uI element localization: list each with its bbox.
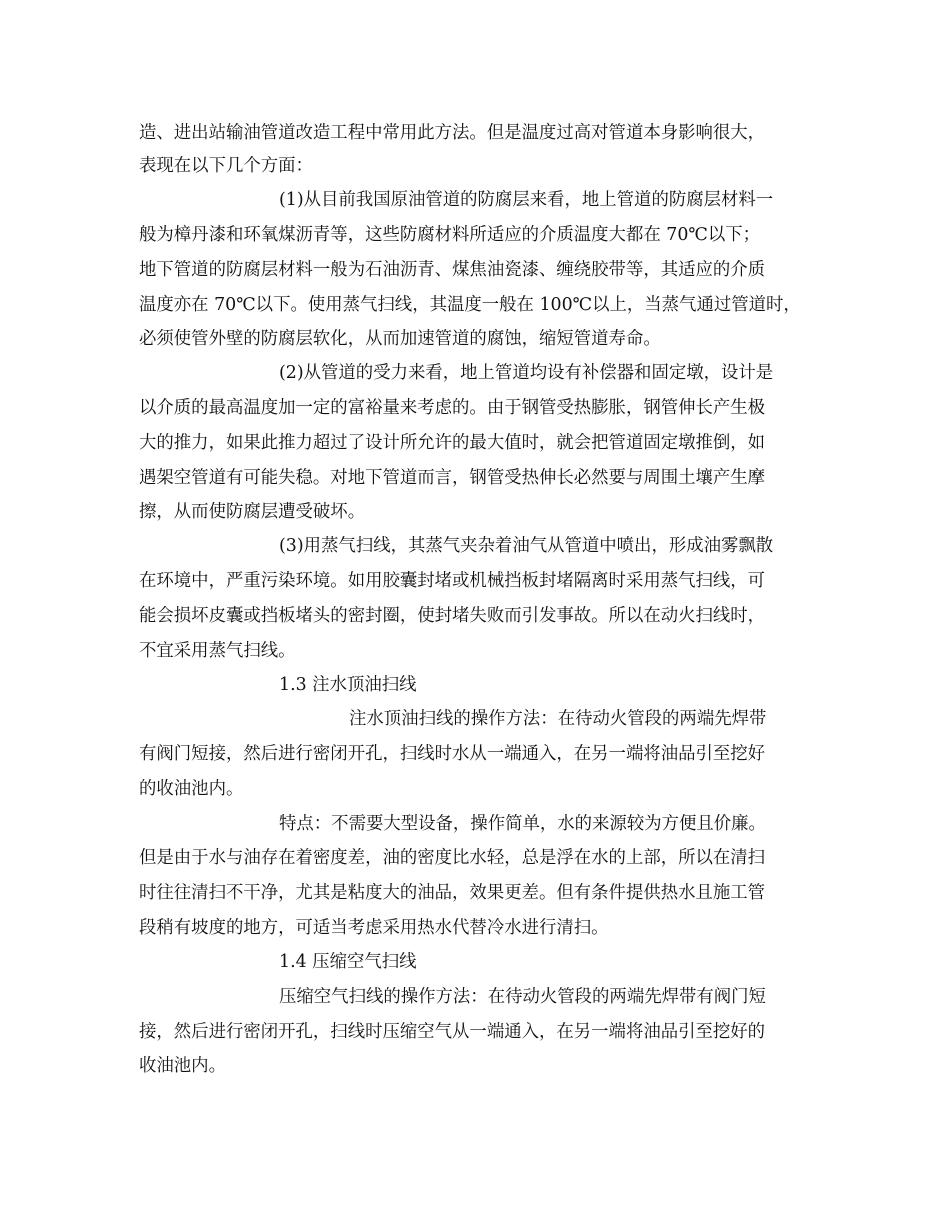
paragraph-first-line: (1)从目前我国原油管道的防腐层来看，地上管道的防腐层材料一 [279,190,774,210]
text-line: 必须使管外壁的防腐层软化，从而加速管道的腐蚀，缩短管道寿命。 [139,329,661,349]
paragraph-first-line: 压缩空气扫线的操作方法：在待动火管段的两端先焊带有阀门短 [279,987,766,1007]
text-line: 般为樟丹漆和环氧煤沥青等，这些防腐材料所适应的介质温度大都在 70℃以下； [139,225,761,245]
text-line: 有阀门短接，然后进行密闭开孔，扫线时水从一端通入，在另一端将油品引至挖好 [139,744,766,764]
text-line: 不宜采用蒸气扫线。 [139,641,296,661]
text-line: 时往往清扫不干净，尤其是粘度大的油品，效果更差。但有条件提供热水且施工管 [139,883,766,903]
paragraph-first-line: 特点：不需要大型设备，操作简单，水的来源较为方便且价廉。 [279,814,766,834]
text-line: 大的推力，如果此推力超过了设计所允许的最大值时，就会把管道固定墩推倒，如 [139,433,766,453]
paragraph-first-line: 注水顶油扫线的操作方法：在待动火管段的两端先焊带 [349,709,767,729]
paragraph-first-line: (2)从管道的受力来看，地上管道均设有补偿器和固定墩，设计是 [279,363,774,383]
text-line: 表现在以下几个方面： [139,156,313,176]
section-heading: 1.3 注水顶油扫线 [279,675,417,695]
text-line: 以介质的最高温度加一定的富裕量来考虑的。由于钢管受热膨胀，钢管伸长产生极 [139,398,766,418]
text-line: 接，然后进行密闭开孔，扫线时压缩空气从一端通入，在另一端将油品引至挖好的 [139,1022,766,1042]
section-heading: 1.4 压缩空气扫线 [279,952,417,972]
text-line: 温度亦在 70℃以下。使用蒸气扫线，其温度一般在 100℃以上，当蒸气通过管道时， [139,295,801,315]
text-line: 遇架空管道有可能失稳。对地下管道而言，钢管受热伸长必然要与周围土壤产生摩 [139,468,766,488]
text-line: 擦，从而使防腐层遭受破坏。 [139,502,366,522]
paragraph-first-line: (3)用蒸气扫线，其蒸气夹杂着油气从管道中喷出，形成油雾飘散 [279,536,774,556]
text-line: 地下管道的防腐层材料一般为石油沥青、煤焦油瓷漆、缠绕胶带等，其适应的介质 [139,260,766,280]
text-line: 段稍有坡度的地方，可适当考虑采用热水代替冷水进行清扫。 [139,918,609,938]
text-line: 造、进出站输油管道改造工程中常用此方法。但是温度过高对管道本身影响很大， [139,123,766,143]
text-line: 能会损坏皮囊或挡板堵头的密封圈，使封堵失败而引发事故。所以在动火扫线时， [139,606,766,626]
text-line: 收油池内。 [139,1056,226,1076]
text-line: 但是由于水与油存在着密度差，油的密度比水轻，总是浮在水的上部，所以在清扫 [139,848,766,868]
text-line: 的收油池内。 [139,779,244,799]
text-line: 在环境中，严重污染环境。如用胶囊封堵或机械挡板封堵隔离时采用蒸气扫线，可 [139,571,766,591]
